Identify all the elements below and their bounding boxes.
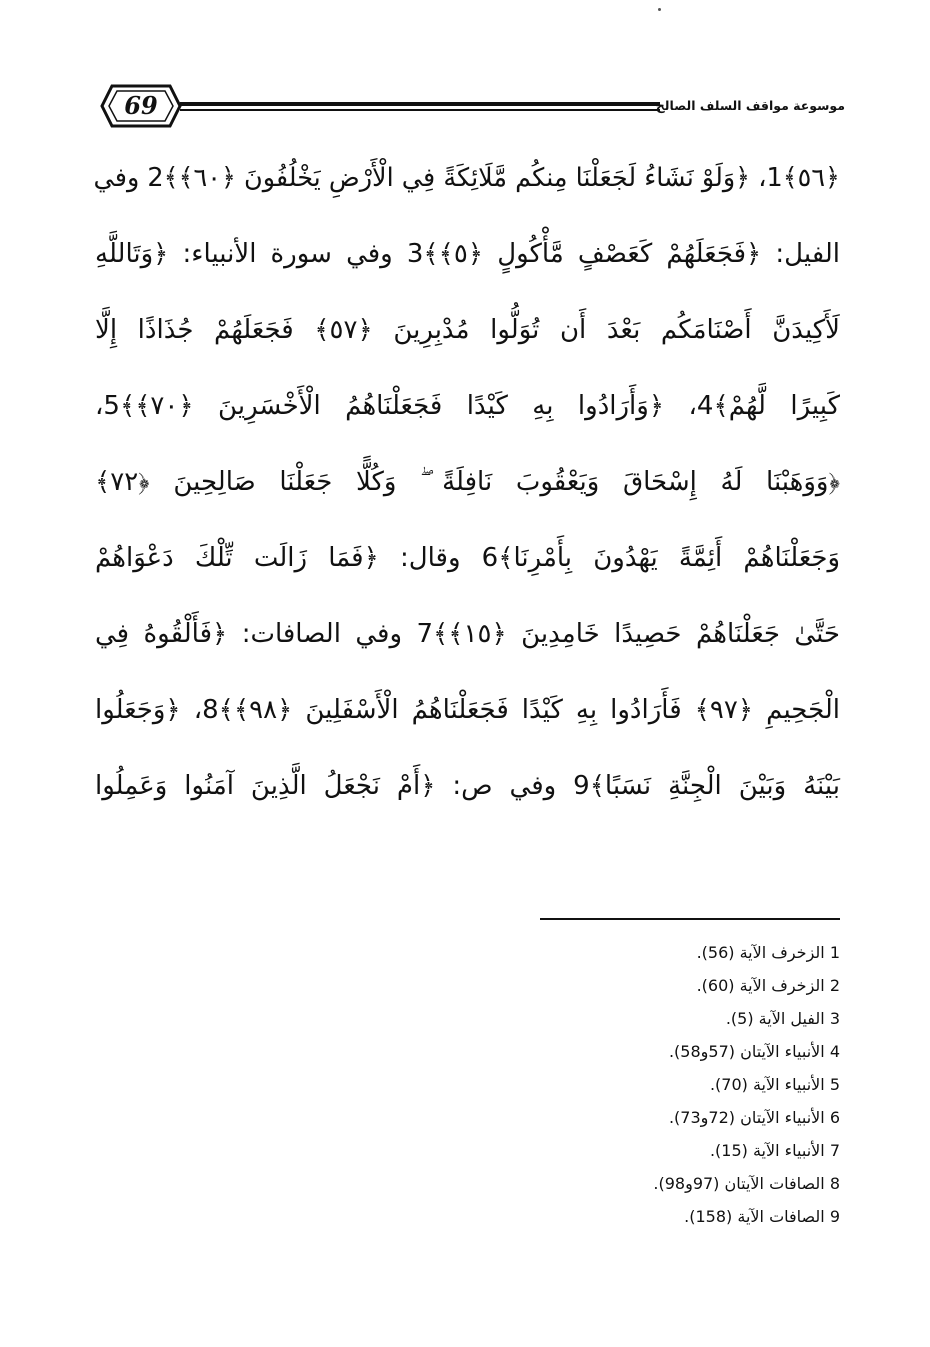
footnote: 5 الأنبياء الآية (70). <box>709 1075 840 1094</box>
page-number-badge <box>100 78 182 134</box>
running-title: موسوعة مواقف السلف الصالح <box>655 98 845 113</box>
footnote: 6 الأنبياء الآيتان (72و73). <box>668 1108 840 1127</box>
text-line: كَبِيرًا لَّهُمْ﴾4، ﴿وَأَرَادُوا بِهِ كَيْدًا فَجَعَلْنَاهُمُ الْأَخْسَرِينَ ﴿٧٠﴾﴾5، <box>95 391 840 421</box>
header-rule-thin <box>180 109 660 111</box>
text-line: بَيْنَهُ وَبَيْنَ الْجِنَّةِ نَسَبًا﴾9 وفي ص: ﴿أَمْ نَجْعَلُ الَّذِينَ آمَنُوا وَعَمِلُوا <box>95 771 840 801</box>
text-line: وَجَعَلْنَاهُمْ أَئِمَّةً يَهْدُونَ بِأَمْرِنَا﴾6 وقال: ﴿فَمَا زَالَت تِّلْكَ دَعْوَاهُمْ <box>95 543 840 573</box>
text-line: ﴿وَوَهَبْنَا لَهُ إِسْحَاقَ وَيَعْقُوبَ نَافِلَةً ۖ وَكُلًّا جَعَلْنَا صَالِحِينَ ﴿٧٢﴾ <box>95 467 840 497</box>
text-line: الفيل: ﴿فَجَعَلَهُمْ كَعَصْفٍ مَّأْكُولٍ ﴿٥﴾﴾3 وفي سورة الأنبياء: ﴿وَتَاللَّهِ <box>95 239 840 269</box>
page-header <box>100 78 845 138</box>
page-number: 69 <box>124 91 158 120</box>
main-text <box>95 140 840 824</box>
footnote: 3 الفيل الآية (5). <box>725 1009 840 1028</box>
header-rule-thick <box>180 102 660 106</box>
footnotes <box>440 936 840 1233</box>
text-line: الْجَحِيمِ ﴿٩٧﴾ فَأَرَادُوا بِهِ كَيْدًا فَجَعَلْنَاهُمُ الْأَسْفَلِينَ ﴿٩٨﴾﴾8، ﴿وَجَعَلُوا <box>95 695 840 725</box>
footnote: 8 الصافات الآيتان (97و98). <box>653 1174 840 1193</box>
text-line: حَتَّىٰ جَعَلْنَاهُمْ حَصِيدًا خَامِدِينَ ﴿١٥﴾﴾7 وفي الصافات: ﴿فَأَلْقُوهُ فِي <box>95 619 840 649</box>
text-line: ﴿٥٦﴾1، ﴿وَلَوْ نَشَاءُ لَجَعَلْنَا مِنكُم مَّلَائِكَةً فِي الْأَرْضِ يَخْلُفُونَ ﴿٦٠﴾﴾2 وفي <box>93 163 840 193</box>
footnote: 4 الأنبياء الآيتان (57و58). <box>668 1042 840 1061</box>
footnote: 9 الصافات الآية (158). <box>684 1207 840 1226</box>
footnote: 7 الأنبياء الآية (15). <box>709 1141 840 1160</box>
footnote: 1 الزخرف الآية (56). <box>696 943 840 962</box>
text-line: لَأَكِيدَنَّ أَصْنَامَكُم بَعْدَ أَن تُوَلُّوا مُدْبِرِينَ ﴿٥٧﴾ فَجَعَلَهُمْ جُذَاذًا إِلَّا <box>95 315 840 345</box>
page-speck <box>658 8 661 11</box>
footnote: 2 الزخرف الآية (60). <box>696 976 840 995</box>
footnote-separator <box>540 918 840 920</box>
